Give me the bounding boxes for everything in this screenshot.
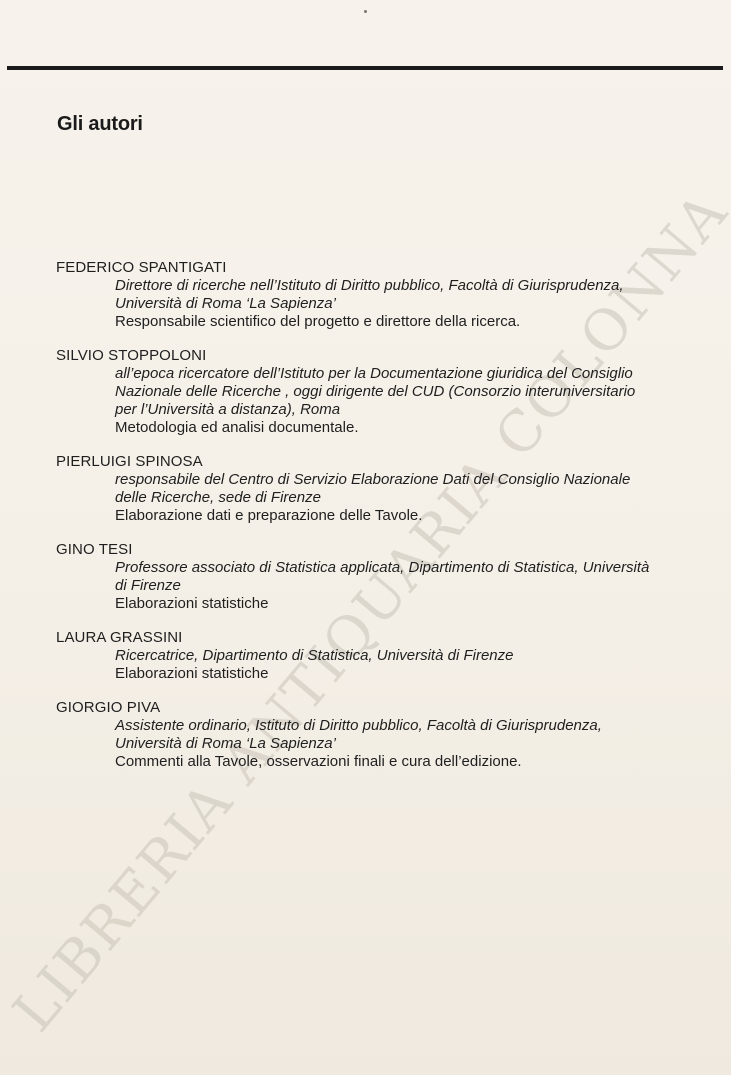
author-role: Metodologia ed analisi documentale. bbox=[115, 419, 359, 436]
page-title: Gli autori bbox=[57, 113, 143, 135]
author-affiliation: responsabile del Centro di Servizio Elaborazione Dati del Consiglio Nazionale delle Ricerche, sede di Firenze bbox=[115, 471, 631, 506]
author-entry bbox=[56, 347, 716, 437]
author-affiliation: Ricercatrice, Dipartimento di Statistica, Università di Firenze bbox=[115, 647, 514, 664]
author-role: Elaborazioni statistiche bbox=[115, 595, 269, 612]
author-role: Elaborazione dati e preparazione delle Tavole. bbox=[115, 507, 423, 524]
author-role: Elaborazioni statistiche bbox=[115, 665, 269, 682]
author-name: SILVIO STOPPOLONI bbox=[56, 347, 207, 364]
author-affiliation: Direttore di ricerche nell’Istituto di Diritto pubblico, Facoltà di Giurisprudenza, Università di Roma ‘La Sapienza’ bbox=[115, 277, 624, 312]
author-name: GIORGIO PIVA bbox=[56, 699, 161, 716]
print-dot bbox=[364, 10, 367, 13]
author-role: Commenti alla Tavole, osservazioni finali e cura dell’edizione. bbox=[115, 753, 522, 770]
author-affiliation: Professore associato di Statistica applicata, Dipartimento di Statistica, Università di Firenze bbox=[115, 559, 650, 594]
author-name: GINO TESI bbox=[56, 541, 133, 558]
top-rule bbox=[7, 66, 723, 70]
author-entry bbox=[56, 541, 716, 613]
author-name: PIERLUIGI SPINOSA bbox=[56, 453, 203, 470]
author-list bbox=[56, 259, 716, 787]
author-entry bbox=[56, 453, 716, 525]
author-entry bbox=[56, 629, 716, 683]
author-entry bbox=[56, 259, 716, 331]
author-affiliation: Assistente ordinario, Istituto di Diritto pubblico, Facoltà di Giurisprudenza, Università di Roma ‘La Sapienza’ bbox=[115, 717, 602, 752]
author-entry bbox=[56, 699, 716, 771]
author-name: FEDERICO SPANTIGATI bbox=[56, 259, 227, 276]
author-name: LAURA GRASSINI bbox=[56, 629, 183, 646]
author-role: Responsabile scientifico del progetto e direttore della ricerca. bbox=[115, 313, 521, 330]
author-affiliation: all’epoca ricercatore dell’Istituto per la Documentazione giuridica del Consiglio Nazionale delle Ricerche , oggi dirigente del CUD (Consorzio interuniversitario per l’Università a distanza), Roma bbox=[115, 365, 636, 418]
